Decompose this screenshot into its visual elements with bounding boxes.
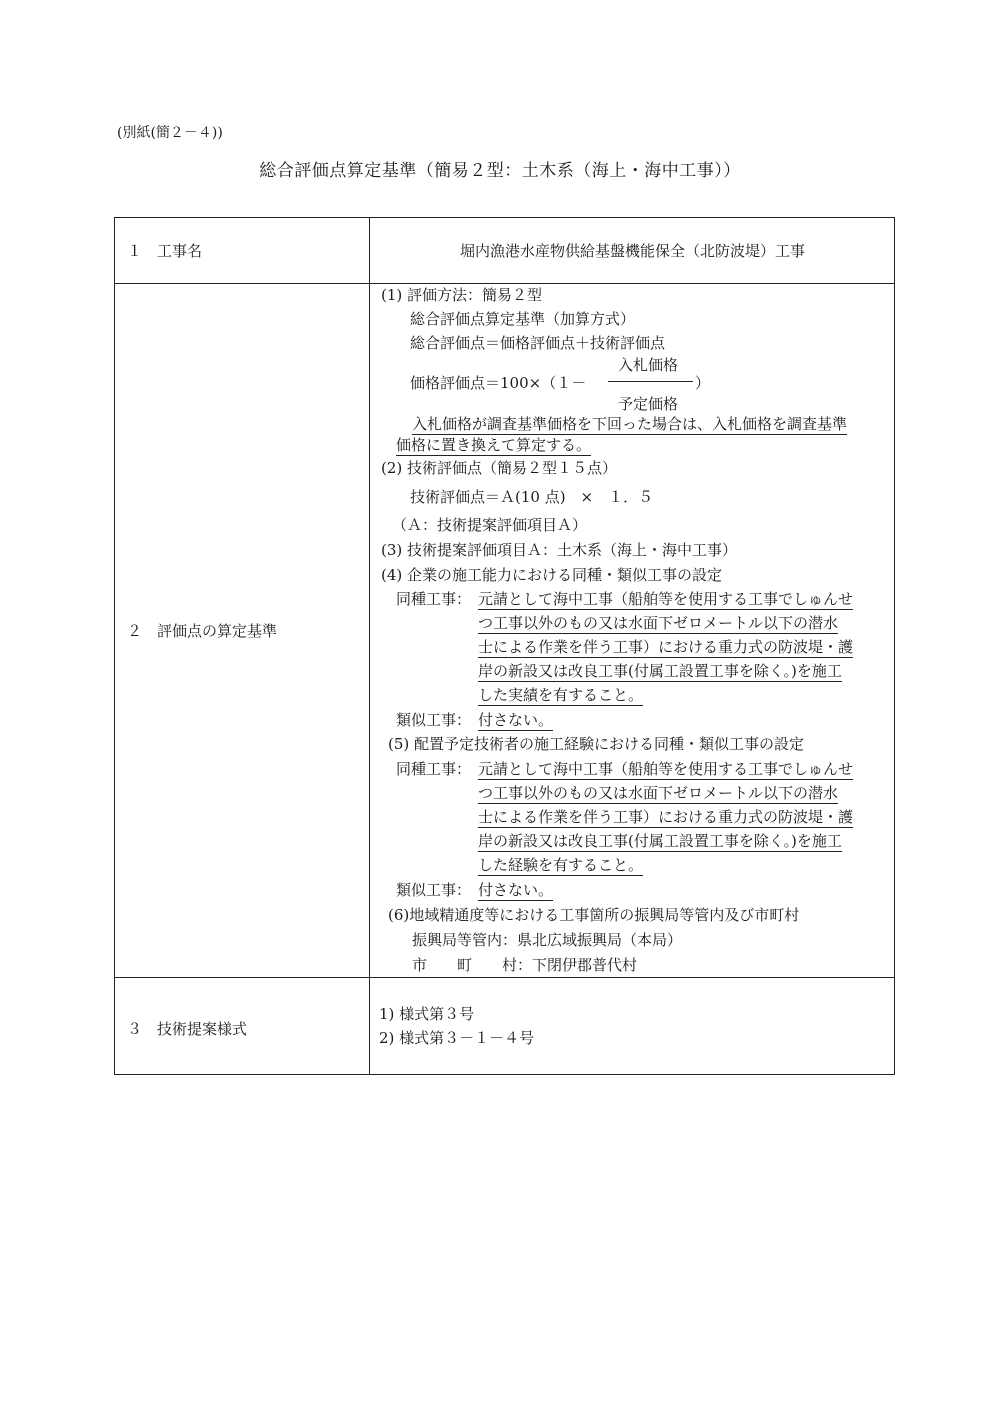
section-5-heading: (5) 配置予定技術者の施工経験における同種・類似工事の設定 [388, 735, 805, 753]
format-item-1: 1) 様式第３号 [379, 1005, 475, 1023]
row-label-proposal-format: ３ 技術提案様式 [127, 1020, 248, 1038]
section-5-same-label: 同種工事： [396, 760, 472, 778]
section-4-same-line-4: 岸の新設又は改良工事(付属工設置工事を除く。)を施工 [478, 662, 842, 680]
document-reference: (別紙(簡２－４)) [117, 125, 223, 141]
fraction-numerator: 入札価格 [618, 356, 679, 374]
price-note-line-1: 入札価格が調査基準価格を下回った場合は、入札価格を調査基準 [412, 415, 848, 433]
format-item-2: 2) 様式第３－１－４号 [379, 1029, 535, 1047]
section-1-method: 総合評価点算定基準（加算方式） [410, 310, 636, 328]
section-4-same-line-3: 士による作業を伴う工事）における重力式の防波堤・護 [478, 638, 854, 656]
section-4-same-line-1: 元請として海中工事（船舶等を使用する工事でしゅんせ [478, 590, 854, 608]
section-5-same-line-3: 士による作業を伴う工事）における重力式の防波堤・護 [478, 808, 854, 826]
project-name-value: 堀内漁港水産物供給基盤機能保全（北防波堤）工事 [459, 242, 805, 260]
section-5-same-line-4: 岸の新設又は改良工事(付属工設置工事を除く。)を施工 [478, 832, 842, 850]
fraction-denominator: 予定価格 [618, 395, 679, 413]
section-4-same-label: 同種工事： [396, 590, 472, 608]
section-1-total-formula: 総合評価点＝価格評価点＋技術評価点 [410, 334, 666, 352]
section-3-heading: (3) 技術提案評価項目Ａ：土木系（海上・海中工事） [381, 541, 738, 559]
section-6-municipality: 市 町 村：下閉伊郡普代村 [412, 956, 638, 974]
section-4-same-line-2: つ工事以外のもの又は水面下ゼロメートル以下の潜水 [478, 614, 839, 632]
section-2-heading: (2) 技術評価点（簡易２型１５点） [381, 459, 618, 477]
document-title: 総合評価点算定基準（簡易２型：土木系（海上・海中工事）） [259, 161, 741, 181]
section-2-note: （Ａ：技術提案評価項目Ａ） [392, 516, 588, 534]
section-5-same-line-5: した経験を有すること。 [478, 856, 644, 874]
section-5-same-line-2: つ工事以外のもの又は水面下ゼロメートル以下の潜水 [478, 784, 839, 802]
section-4-similar-value: 付さない。 [478, 711, 554, 729]
price-formula-left: 価格評価点＝100×（１－ [410, 374, 587, 392]
section-5-similar-label: 類似工事： [396, 881, 472, 899]
section-5-same-line-1: 元請として海中工事（船舶等を使用する工事でしゅんせ [478, 760, 854, 778]
price-formula-right: ） [695, 374, 711, 392]
fraction-bar [608, 381, 693, 382]
section-4-similar-label: 類似工事： [396, 711, 472, 729]
section-6-heading: (6)地域精通度等における工事箇所の振興局等管内及び市町村 [388, 906, 800, 924]
section-6-bureau: 振興局等管内：県北広域振興局（本局） [412, 931, 683, 949]
row-label-criteria: ２ 評価点の算定基準 [127, 622, 278, 640]
section-4-same-line-5: した実績を有すること。 [478, 686, 644, 704]
price-note-line-2: 価格に置き換えて算定する。 [396, 436, 592, 454]
row-label-project-name: １ 工事名 [127, 242, 203, 260]
section-5-similar-value: 付さない。 [478, 881, 554, 899]
section-4-heading: (4) 企業の施工能力における同種・類似工事の設定 [381, 566, 723, 584]
section-1-heading: (1) 評価方法：簡易２型 [381, 286, 543, 304]
section-2-formula: 技術評価点＝Ａ(10 点) × １．５ [410, 488, 654, 506]
